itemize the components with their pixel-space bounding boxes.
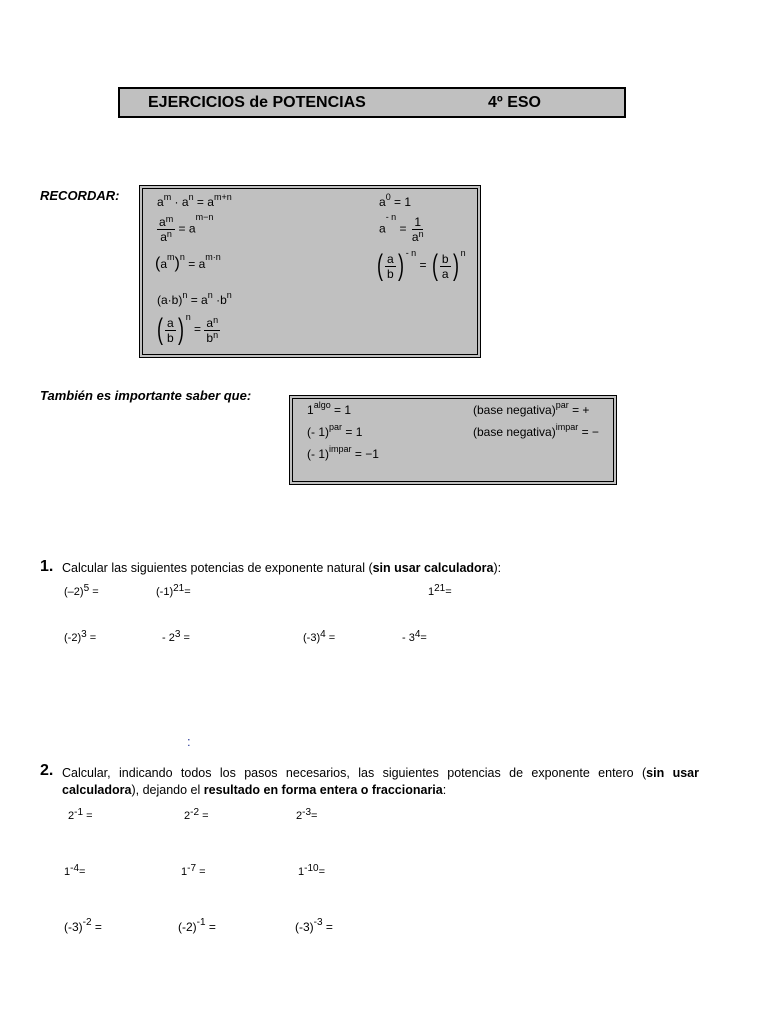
fact-neg-even: (- 1)$^{par}$ = 1 bbox=[307, 422, 363, 439]
rule-power-of-power: $(a^m)^n = a^{m\cdot n}$ bbox=[155, 252, 221, 272]
ex1-item: - $2^3$ = bbox=[162, 629, 190, 644]
rule-quotient-power: ( $\frac{a}{b}$ ) $^n$ = $\frac{a^n}{b^n}$ bbox=[157, 312, 219, 346]
fact-neg-base-even: (base negativa)$^{par}$ = + bbox=[473, 400, 590, 417]
exercise-2-instruction-line2: calculadora), dejando el resultado en forma entera o fraccionaria: bbox=[62, 783, 447, 797]
exercise-1-number: 1. bbox=[40, 558, 54, 575]
ex1-item: $(-2)^5$ = bbox=[64, 583, 99, 598]
fact-neg-base-odd: (base negativa)$^{impar}$ = − bbox=[473, 422, 599, 439]
ex2-item: $1^{-4}=$ bbox=[64, 863, 86, 878]
rule-product-power: $(a\cdot b)^n = a^n \cdot b^n$ bbox=[157, 290, 232, 307]
exercise-2-number: 2. bbox=[40, 762, 54, 779]
ex2-item: $(-2)^{-1}$ = bbox=[178, 917, 216, 934]
remember-label: RECORDAR: bbox=[40, 188, 120, 203]
ex2-item: $(-3)^{-2}$ = bbox=[64, 917, 102, 934]
ex2-item: $1^{-10}=$ bbox=[298, 863, 326, 878]
rule-product: $a^m \cdot a^n = a^{m+n}$ bbox=[157, 192, 232, 209]
ex2-item: $2^{-3}=$ bbox=[296, 807, 318, 822]
rule-negative-exponent: $a^{- n}$ = $\frac{1}{a^n}$ bbox=[379, 212, 424, 244]
rule-quotient: $\frac{a^m}{a^n}$ = $a^{m-n}$ bbox=[159, 212, 214, 244]
ex1-item: $(-2)^3$ = bbox=[64, 629, 97, 644]
remember-box bbox=[142, 188, 478, 355]
also-label: También es importante saber que: bbox=[40, 388, 252, 403]
fact-one: $1^{algo} = 1$ bbox=[307, 400, 352, 417]
title-box bbox=[118, 87, 626, 118]
stray-colon: : bbox=[187, 734, 191, 749]
rule-zero-exponent: $a^0 = 1$ bbox=[379, 192, 412, 209]
exercise-2-instruction-line1: Calcular, indicando todos los pasos necesarios, las siguientes potencias de exponente entero (sin usar bbox=[62, 766, 699, 780]
also-box bbox=[292, 398, 614, 482]
ex2-item: $2^{-1}$ = bbox=[68, 807, 93, 822]
rule-negative-fraction: ( $\frac{a}{b}$ ) $^{- n}$ = ( $\frac{b}{a}$ ) $^n$ bbox=[377, 248, 466, 282]
ex1-item: $(-1)^{21}=$ bbox=[156, 583, 191, 598]
ex2-item: $(-3)^{-3}$ = bbox=[295, 917, 333, 934]
ex1-item: $1^{21}=$ bbox=[428, 583, 452, 598]
fact-neg-odd: (- 1)$^{impar}$ = −1 bbox=[307, 444, 379, 461]
page-title: EJERCICIOS de POTENCIAS bbox=[148, 94, 366, 111]
ex2-item: $1^{-7}$ = bbox=[181, 863, 206, 878]
ex2-item: $2^{-2}$ = bbox=[184, 807, 209, 822]
course-level: 4º ESO bbox=[488, 94, 541, 111]
ex1-item: $(-3)^4$ = bbox=[303, 629, 336, 644]
ex1-item: - $3^4=$ bbox=[402, 629, 427, 644]
exercise-1-instruction: Calcular las siguientes potencias de exponente natural (sin usar calculadora): bbox=[62, 561, 502, 575]
